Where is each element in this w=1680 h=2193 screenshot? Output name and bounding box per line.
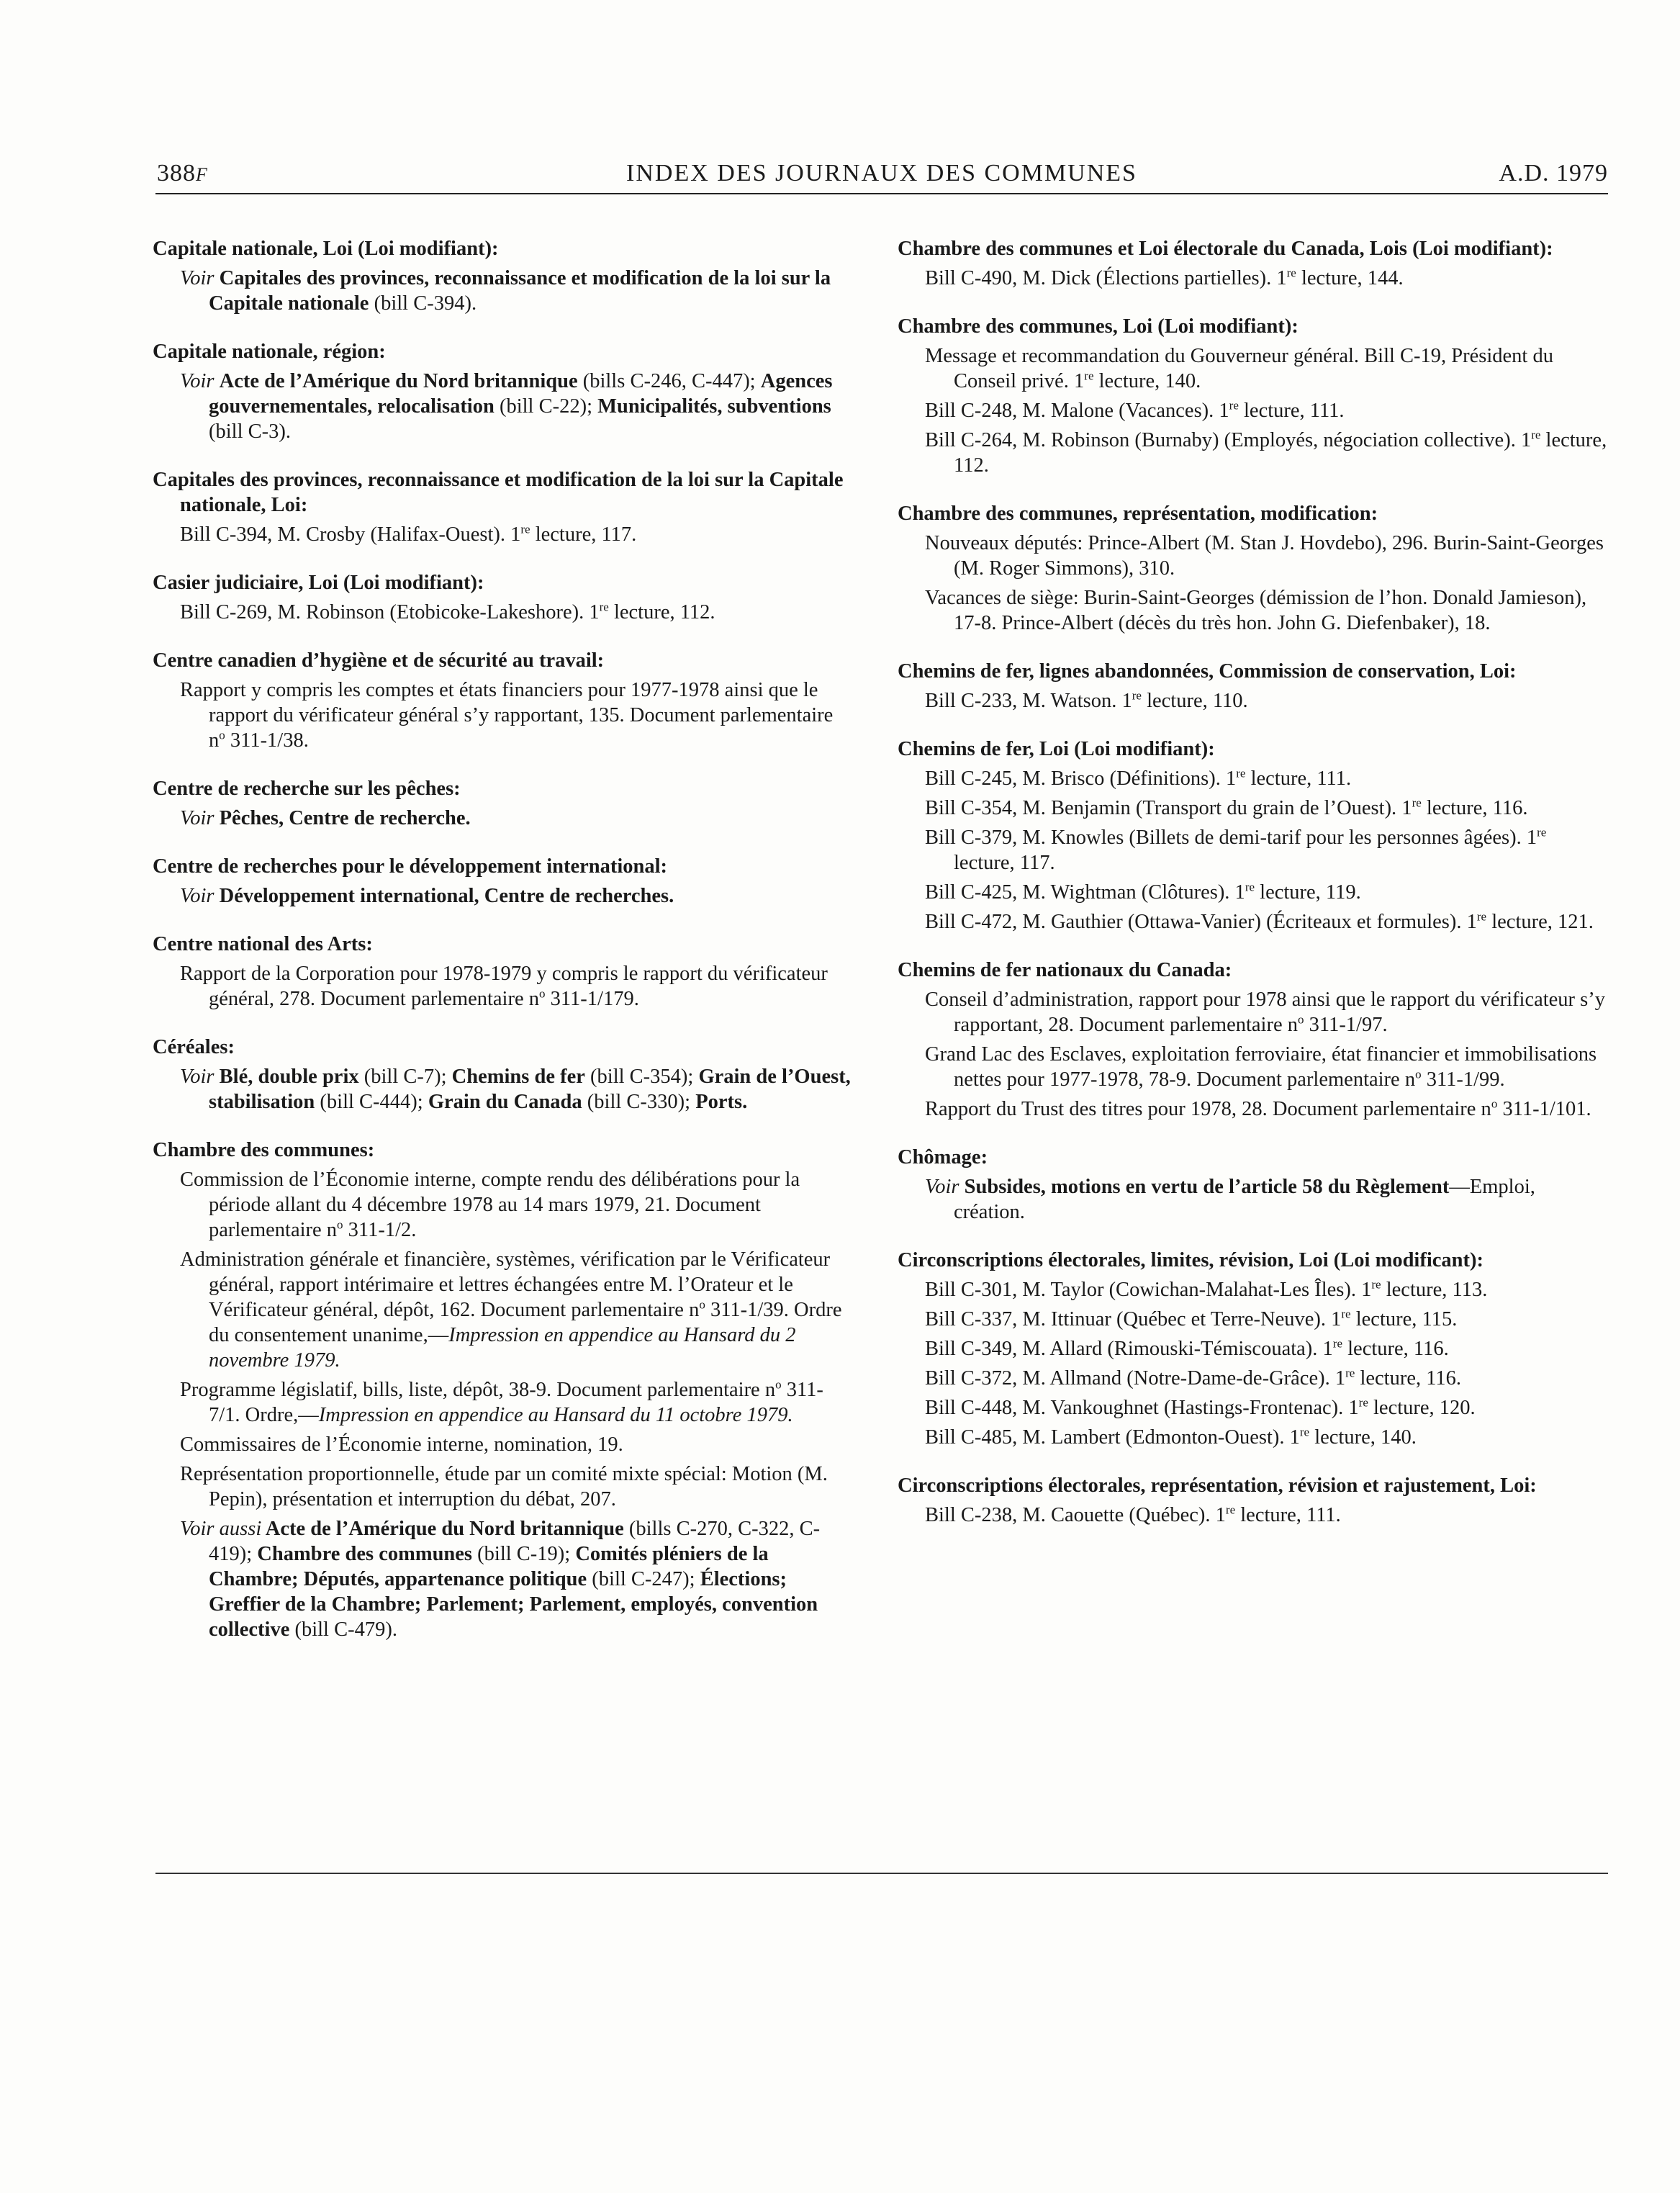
entry-subitem: Grand Lac des Esclaves, exploitation ferroviaire, état financier et immobilisations nettes pour 1977-1978, 78-9. Document parlementaire $n^o$ 311-1/99. [925, 1043, 1597, 1091]
index-entry [153, 467, 851, 547]
entry-heading: Chemins de fer nationaux du Canada: [898, 959, 1232, 981]
index-entry [153, 570, 851, 625]
entry-subitem: Bill C-245, M. Brisco (Définitions). 1re lecture, 111. [925, 766, 1352, 790]
entry-heading: Circonscriptions électorales, limites, révision, Loi (Loi modificant): [898, 1249, 1483, 1271]
entry-subitem: Vacances de siège: Burin-Saint-Georges (démission de l’hon. Donald Jamieson), 17-8. Prince-Albert (décès du très hon. John G. Diefenbaker), 18. [925, 587, 1587, 634]
index-entry [898, 958, 1610, 1122]
entry-subitem: Bill C-238, M. Caouette (Québec). 1re lecture, 111. [925, 1503, 1341, 1526]
page-header [155, 160, 1608, 194]
entry-reference: Voir Subsides, motions en vertu de l’article 58 du Règlement—Emploi, création. [925, 1176, 1535, 1223]
entry-reference: Voir Acte de l’Amérique du Nord britannique (bills C-246, C-447); Agences gouvernementales, relocalisation (bill C-22); Municipalités, subventions (bill C-3). [180, 370, 833, 443]
entry-subitem: Bill C-349, M. Allard (Rimouski-Témiscouata). 1re lecture, 116. [925, 1336, 1449, 1360]
page-title: INDEX DES JOURNAUX DES COMMUNES [626, 160, 1137, 186]
index-entry [153, 1035, 851, 1114]
entry-heading: Chemins de fer, lignes abandonnées, Commission de conservation, Loi: [898, 660, 1517, 683]
entry-subitem: Bill C-248, M. Malone (Vacances). 1re lecture, 111. [925, 398, 1345, 422]
index-entry [898, 314, 1610, 478]
index-entry [898, 1473, 1610, 1528]
entry-heading: Centre de recherches pour le développement international: [153, 855, 668, 878]
entry-heading: Chômage: [898, 1146, 988, 1168]
index-entry [898, 659, 1610, 713]
entry-subitem: Bill C-233, M. Watson. 1re lecture, 110. [925, 688, 1248, 712]
index-entry [153, 932, 851, 1012]
entry-subitem: Bill C-485, M. Lambert (Edmonton-Ouest). 1re lecture, 140. [925, 1425, 1417, 1449]
entry-subitem: Bill C-264, M. Robinson (Burnaby) (Employés, négociation collective). 1re lecture, 112. [925, 428, 1607, 477]
entry-subitem: Bill C-425, M. Wightman (Clôtures). 1re lecture, 119. [925, 880, 1361, 904]
entry-heading: Chambre des communes, représentation, modification: [898, 503, 1378, 525]
entry-reference: Voir Blé, double prix (bill C-7); Chemins de fer (bill C-354); Grain de l’Ouest, stabilisation (bill C-444); Grain du Canada (bill C-330); Ports. [180, 1066, 851, 1113]
entry-reference: Voir Pêches, Centre de recherche. [180, 807, 471, 829]
entry-heading: Chambre des communes, Loi (Loi modifiant): [898, 315, 1299, 338]
index-entry [153, 1138, 851, 1642]
entry-subitem: Bill C-337, M. Ittinuar (Québec et Terre-Neuve). 1re lecture, 115. [925, 1307, 1458, 1330]
entry-heading: Capitale nationale, région: [153, 341, 386, 363]
index-entry [153, 854, 851, 909]
entry-heading: Chambre des communes: [153, 1139, 375, 1161]
entry-heading: Céréales: [153, 1036, 235, 1058]
index-entry [898, 1248, 1610, 1450]
index-entry [153, 236, 851, 316]
entry-subitem: Bill C-490, M. Dick (Élections partielles). 1re lecture, 144. [925, 266, 1404, 289]
entry-heading: Chambre des communes et Loi électorale du Canada, Lois (Loi modifiant): [898, 238, 1553, 260]
entry-heading: Casier judiciaire, Loi (Loi modifiant): [153, 572, 484, 594]
entry-subitem: Commission de l’Économie interne, compte rendu des délibérations pour la période allant du 4 décembre 1978 au 14 mars 1979, 21. Document parlementaire $n^o$ 311-1/2. [180, 1168, 800, 1241]
index-entry [898, 1145, 1610, 1225]
entry-heading: Capitales des provinces, reconnaissance et modification de la loi sur la Capitale nationale, Loi: [153, 469, 844, 516]
entry-heading: Centre canadien d’hygiène et de sécurité au travail: [153, 649, 605, 672]
entry-subitem: Bill C-448, M. Vankoughnet (Hastings-Frontenac). 1re lecture, 120. [925, 1395, 1476, 1419]
page-number: 388F [157, 160, 208, 186]
entry-subitem: Rapport de la Corporation pour 1978-1979 y compris le rapport du vérificateur général, 278. Document parlementaire $n^o$ 311-1/179. [180, 963, 828, 1010]
entry-subitem: Bill C-354, M. Benjamin (Transport du grain de l’Ouest). 1re lecture, 116. [925, 796, 1528, 819]
entry-subitem: Nouveaux députés: Prince-Albert (M. Stan J. Hovdebo), 296. Burin-Saint-Georges (M. Roger Simmons), 310. [925, 532, 1604, 580]
entry-reference: Voir Développement international, Centre de recherches. [180, 885, 674, 907]
index-entry [898, 236, 1610, 291]
entry-heading: Chemins de fer, Loi (Loi modifiant): [898, 738, 1215, 760]
entry-subitem: Bill C-379, M. Knowles (Billets de demi-tarif pour les personnes âgées). 1re lecture, 117. [925, 825, 1547, 874]
entry-subitem: Rapport y compris les comptes et états financiers pour 1977-1978 ainsi que le rapport du vérificateur général s’y rapportant, 135. Document parlementaire $n^o$ 311-1/38. [180, 679, 834, 752]
entry-subitem: Bill C-301, M. Taylor (Cowichan-Malahat-Les Îles). 1re lecture, 113. [925, 1277, 1488, 1301]
entry-subitem: Représentation proportionnelle, étude par un comité mixte spécial: Motion (M. Pepin), présentation et interruption du débat, 207. [180, 1463, 828, 1510]
page-year: A.D. 1979 [1499, 160, 1608, 186]
entry-heading: Centre national des Arts: [153, 933, 373, 955]
bottom-rule [155, 1873, 1608, 1874]
index-entry [153, 776, 851, 831]
entry-subitem: Bill C-269, M. Robinson (Etobicoke-Lakeshore). 1re lecture, 112. [180, 600, 715, 623]
entry-subitem: Bill C-394, M. Crosby (Halifax-Ouest). 1re lecture, 117. [180, 522, 637, 546]
entry-subitem: Rapport du Trust des titres pour 1978, 28. Document parlementaire $n^o$ 311-1/101. [925, 1096, 1591, 1120]
index-entry [153, 339, 851, 444]
left-column [153, 236, 851, 1665]
entry-reference: Voir aussi Acte de l’Amérique du Nord britannique (bills C-270, C-322, C-419); Chambre des communes (bill C-19); Comités pléniers de la Chambre; Députés, appartenance politique (bill C-247); Élections; Greffier de la Chambre; Parlement; Parlement, employés, convention collective (bill C-479). [180, 1518, 821, 1641]
entry-heading: Circonscriptions électorales, représentation, révision et rajustement, Loi: [898, 1474, 1537, 1497]
entry-subitem: Bill C-472, M. Gauthier (Ottawa-Vanier) (Écriteaux et formules). 1re lecture, 121. [925, 909, 1594, 933]
entry-subitem: Commissaires de l’Économie interne, nomination, 19. [180, 1433, 623, 1456]
entry-heading: Centre de recherche sur les pêches: [153, 778, 461, 800]
entry-heading: Capitale nationale, Loi (Loi modifiant): [153, 238, 499, 260]
entry-subitem: Message et recommandation du Gouverneur général. Bill C-19, Président du Conseil privé. 1re lecture, 140. [925, 345, 1553, 392]
index-entry [153, 648, 851, 753]
entry-subitem: Administration générale et financière, systèmes, vérification par le Vérificateur général, rapport intérimaire et lettres échangées entre M. l’Orateur et le Vérificateur général, dépôt, 162. Document parlementaire $n^o$ 311-1/39. Ordre du consentement unanime,—Impression en appendice au Hansard du 2 novembre 1979. [180, 1248, 842, 1372]
index-entry [898, 737, 1610, 935]
entry-subitem: Conseil d’administration, rapport pour 1978 ainsi que le rapport du vérificateur s’y rapportant, 28. Document parlementaire $n^o$ 311-1/97. [925, 989, 1606, 1036]
entry-subitem: Bill C-372, M. Allmand (Notre-Dame-de-Grâce). 1re lecture, 116. [925, 1366, 1462, 1390]
entry-reference: Voir Capitales des provinces, reconnaissance et modification de la loi sur la Capitale nationale (bill C-394). [180, 267, 831, 315]
right-column [898, 236, 1610, 1551]
entry-subitem: Programme législatif, bills, liste, dépôt, 38-9. Document parlementaire $n^o$ 311-7/1. Ordre,—Impression en appendice au Hansard du 11 octobre 1979. [180, 1377, 823, 1426]
index-entry [898, 501, 1610, 636]
